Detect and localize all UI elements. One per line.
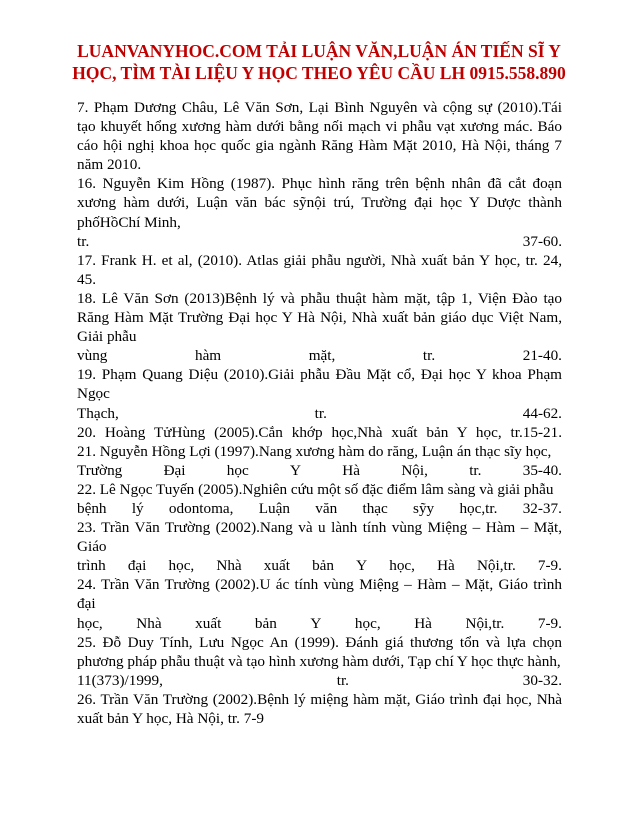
reference-text: 21. Nguyễn Hồng Lợi (1997).Nang xương hàm do răng, Luận án thạc sĩy học,	[77, 442, 552, 460]
reference-word: 32-37.	[522, 499, 562, 517]
reference-word: học,	[168, 557, 195, 575]
reference-item	[77, 518, 562, 575]
reference-word: Y	[356, 557, 368, 575]
reference-word: sỹy	[413, 499, 435, 517]
reference-item	[77, 633, 562, 690]
reference-text: 26. Trần Văn Trường (2002).Bệnh lý miệng hàm mặt, Giáo trình đại học, Nhà xuất bản Y học, Hà Nội, tr. 7-9	[77, 690, 562, 727]
reference-word: Trường	[77, 461, 123, 479]
reference-item	[77, 690, 562, 728]
reference-word: 35-40.	[522, 461, 562, 479]
reference-word: học,tr.	[459, 499, 498, 517]
reference-word: xuất	[263, 557, 290, 575]
reference-word: Y	[310, 614, 322, 632]
reference-word: Nhà	[216, 557, 242, 575]
reference-word: Hà	[414, 614, 432, 632]
reference-word: tr.	[314, 404, 327, 422]
reference-word: bản	[312, 557, 335, 575]
reference-word: tr.	[422, 347, 436, 365]
reference-item	[77, 251, 562, 289]
reference-word: 30-32.	[522, 671, 562, 689]
reference-word: Luận	[258, 499, 290, 517]
reference-word: trình	[77, 557, 106, 575]
reference-justified-line	[77, 671, 562, 690]
reference-item	[77, 480, 562, 518]
reference-justified-line	[77, 346, 562, 365]
reference-item	[77, 174, 562, 250]
reference-justified-line	[77, 461, 562, 480]
reference-text: 24. Trần Văn Trường (2002).U ác tính vùng Miệng – Hàm – Mặt, Giáo trình đại	[77, 576, 562, 613]
reference-justified-line	[77, 232, 562, 251]
reference-text: 23. Trần Văn Trường (2002).Nang và u lành tính vùng Miệng – Hàm – Mặt, Giáo	[77, 519, 562, 556]
reference-text: 18. Lê Văn Sơn (2013)Bệnh lý và phẫu thuật hàm mặt, tập 1, Viện Đào tạo Răng Hàm Mặt Trường Đại học Y Hà Nội, Nhà xuất bản giáo dục Việt Nam, Giải phẫu	[77, 289, 562, 346]
reference-word: Đại	[163, 461, 186, 479]
reference-justified-line	[77, 556, 562, 575]
reference-word: học,	[354, 614, 381, 632]
header-line-1: LUANVANYHOC.COM TẢI LUẬN VĂN,LUẬN ÁN TIẾN SĨ Y	[77, 41, 561, 61]
reference-word: 37-60.	[522, 232, 562, 250]
reference-text: 17. Frank H. et al, (2010). Atlas giải phẫu người, Nhà xuất bản Y học, tr. 24, 45.	[77, 251, 562, 288]
reference-word: học	[226, 461, 249, 479]
reference-word: lý	[131, 499, 144, 517]
reference-word: bản	[254, 614, 277, 632]
reference-text: 22. Lê Ngọc Tuyến (2005).Nghiên cứu một số đặc điểm lâm sàng và giải phẫu	[77, 480, 554, 498]
reference-list	[77, 98, 562, 728]
reference-word: 7-9.	[537, 614, 562, 632]
reference-item	[77, 423, 562, 442]
reference-word: đại	[127, 557, 147, 575]
reference-text: 7. Phạm Dương Châu, Lê Văn Sơn, Lại Bình Nguyên và cộng sự (2010).Tái tạo khuyết hổng xương hàm dưới bằng nối mạch vi phẫu vạt xương mác. Báo cáo hội nghị khoa học quốc gia ngành Răng Hàm Mặt 2010, Hà Nội, tháng 7 năm 2010.	[77, 99, 562, 174]
reference-item	[77, 442, 562, 480]
reference-word: Thạch,	[77, 404, 119, 422]
reference-word: Nội,	[401, 461, 428, 479]
reference-word: bệnh	[77, 499, 107, 517]
reference-justified-line	[77, 499, 562, 518]
reference-word: tr.	[77, 232, 90, 250]
reference-word: học,	[389, 557, 415, 575]
reference-item	[77, 365, 562, 422]
reference-word: Nội,tr.	[465, 614, 505, 632]
reference-word: 11(373)/1999,	[77, 671, 163, 689]
reference-word: hàm	[194, 347, 222, 365]
reference-word: Nhà	[136, 614, 162, 632]
reference-justified-line	[77, 404, 562, 423]
page-header-banner	[60, 40, 578, 84]
reference-word: 44-62.	[522, 404, 562, 422]
reference-text: 19. Phạm Quang Diệu (2010).Giải phẫu Đầu Mặt cổ, Đại học Y khoa Phạm Ngọc	[77, 366, 562, 403]
reference-justified-line	[77, 614, 562, 633]
reference-word: Hà	[342, 461, 361, 479]
reference-word: Hà	[437, 557, 455, 575]
reference-text: 16. Nguyễn Kim Hồng (1987). Phục hình răng trên bệnh nhân đã cắt đoạn xương hàm dưới, Luận văn bác sỹnội trú, Trường đại học Y Dược thành phốHồChí Minh,	[77, 175, 562, 231]
reference-word: vùng	[77, 347, 108, 365]
header-line-2: HỌC, TÌM TÀI LIỆU Y HỌC THEO YÊU CẦU LH 0915.558.890	[72, 63, 566, 83]
reference-word: học,	[77, 614, 103, 632]
reference-word: mặt,	[308, 347, 336, 365]
reference-item	[77, 289, 562, 365]
reference-word: văn	[315, 499, 338, 517]
reference-word: Y	[290, 461, 301, 479]
reference-text: 20. Hoàng TửHùng (2005).Cắn khớp học,Nhà xuất bản Y học, tr.15-21.	[77, 423, 562, 441]
reference-word: Nội,tr.	[476, 557, 516, 575]
reference-word: xuất	[195, 614, 222, 632]
reference-item	[77, 575, 562, 632]
reference-word: odontoma,	[168, 499, 234, 517]
reference-word: thạc	[362, 499, 388, 517]
reference-text: 25. Đỗ Duy Tính, Lưu Ngọc An (1999). Đánh giá thương tổn và lựa chọn phương pháp phẫu thuật và tạo hình xương hàm dưới, Tạp chí Y học thực hành,	[77, 633, 562, 670]
reference-word: tr.	[469, 461, 482, 479]
reference-word: tr.	[336, 671, 349, 689]
reference-item	[77, 98, 562, 174]
reference-word: 7-9.	[537, 557, 562, 575]
reference-word: 21-40.	[522, 347, 562, 365]
